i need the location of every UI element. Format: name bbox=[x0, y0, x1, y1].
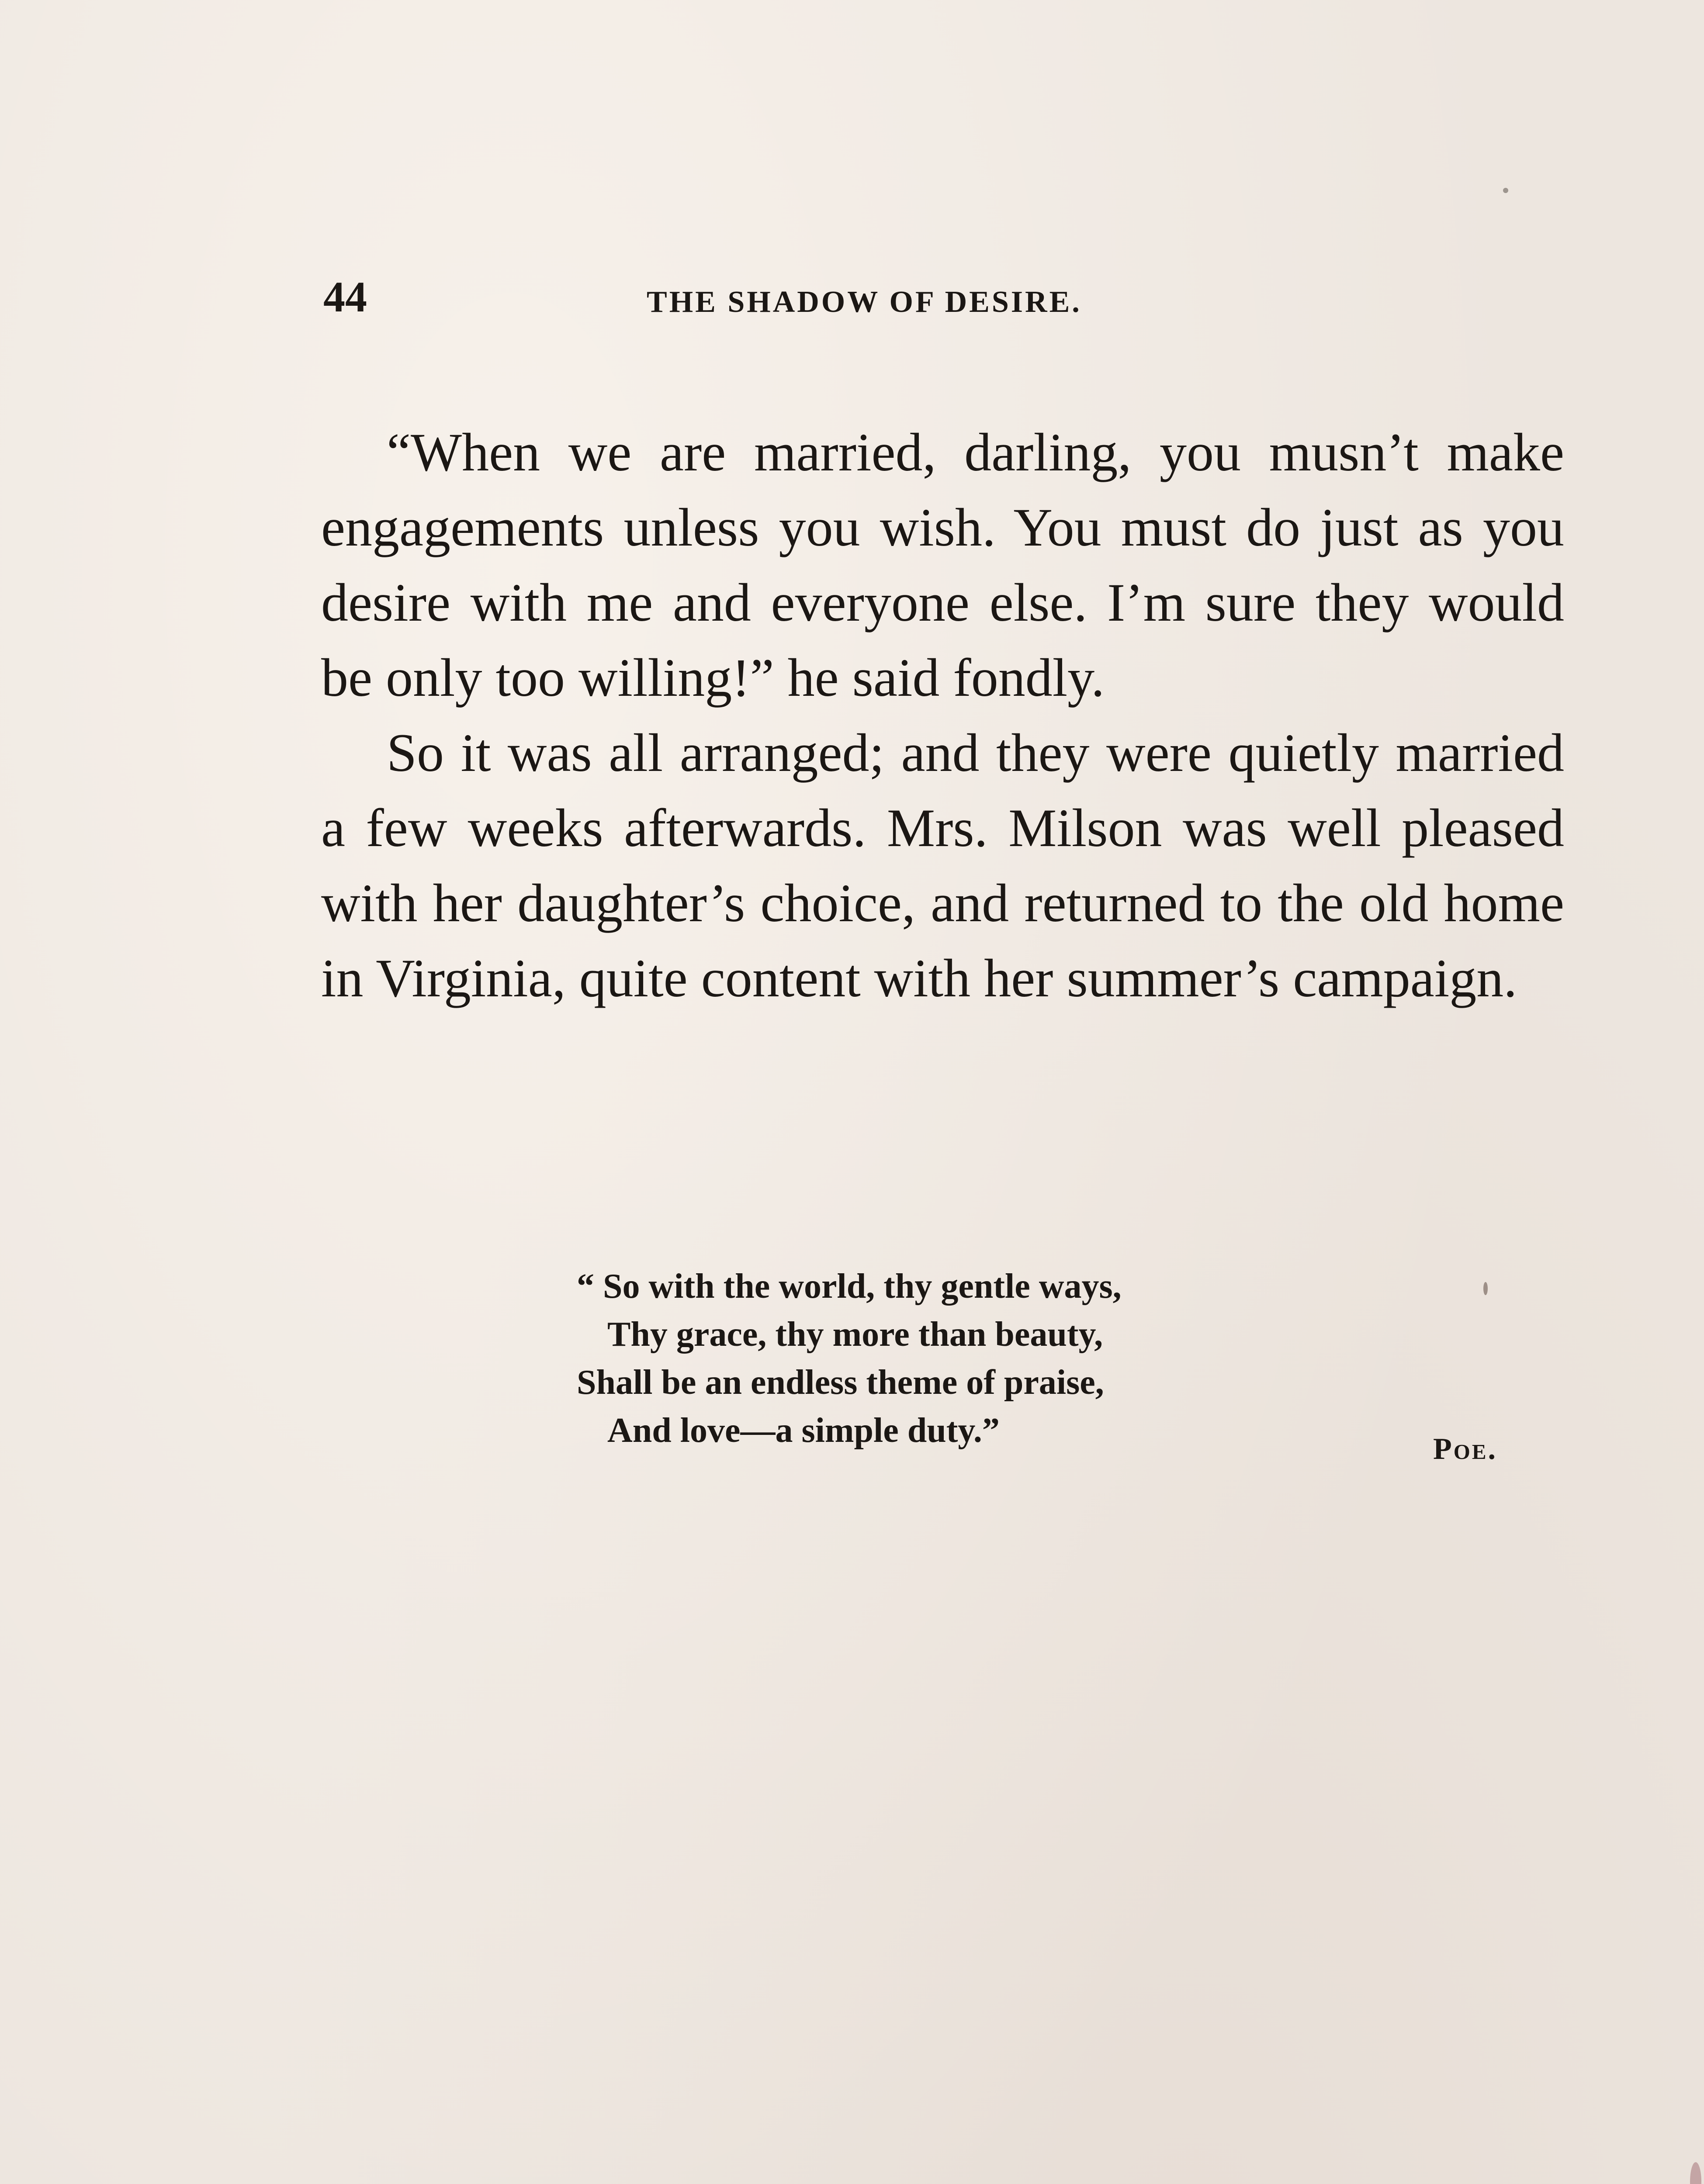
body-text bbox=[321, 415, 1564, 1016]
verse-line: Thy grace, thy more than beauty, bbox=[607, 1315, 1103, 1354]
verse-attribution: Poe. bbox=[1433, 1432, 1498, 1466]
paper-speck bbox=[1690, 2162, 1701, 2184]
verse-line: Shall be an endless theme of praise, bbox=[577, 1363, 1104, 1402]
verse-line: And love—a simple duty.” bbox=[607, 1411, 1000, 1450]
paragraph: “When we are married, darling, you musn’t make engagements unless you wish. You must do just as you desire with me and everyone else. I’m sure they would be only too willing!” he said fondly. bbox=[321, 422, 1564, 708]
paper-speck bbox=[1503, 188, 1508, 193]
verse-line: “ So with the world, thy gentle ways, bbox=[577, 1267, 1122, 1306]
paragraph: So it was all arranged; and they were quietly married a few weeks afterwards. Mrs. Milson was well pleased with her daughter’s choice, and returned to the old home in Virginia, quite content with her summer’s campaign. bbox=[321, 723, 1564, 1008]
running-title: THE SHADOW OF DESIRE. bbox=[647, 285, 1082, 319]
page-number: 44 bbox=[323, 273, 367, 321]
paper-speck bbox=[1483, 1282, 1488, 1295]
page-header bbox=[323, 262, 1263, 332]
verse-quotation bbox=[577, 1262, 1538, 1455]
